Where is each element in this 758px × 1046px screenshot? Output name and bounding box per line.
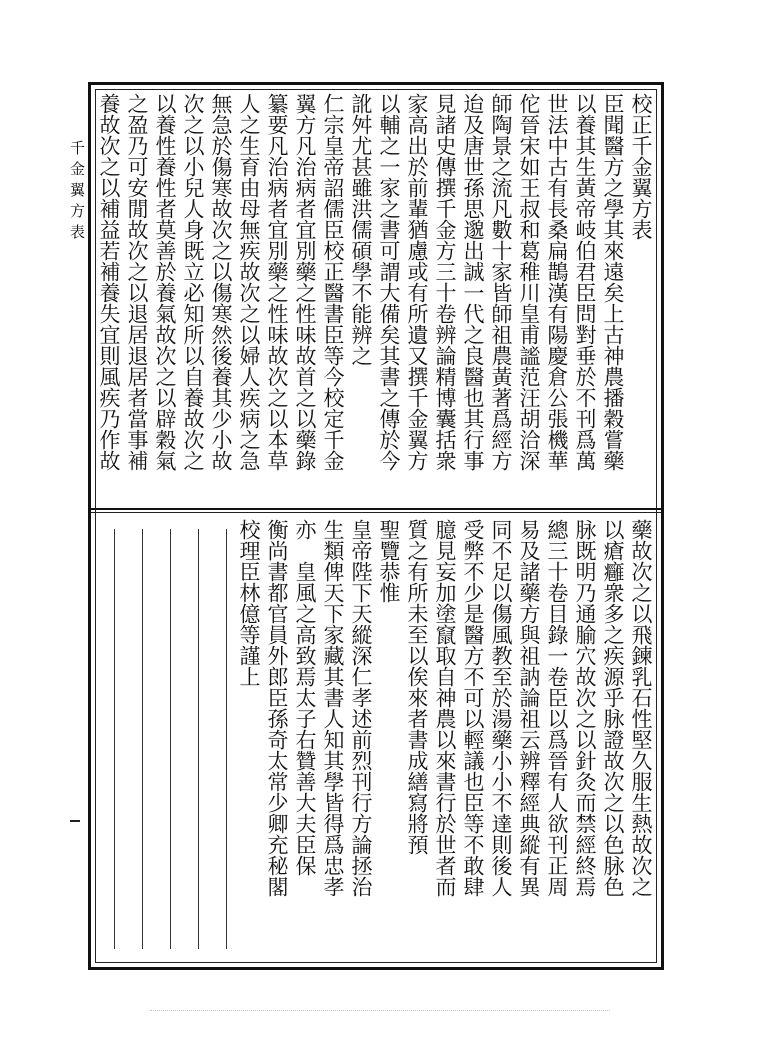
text-column: 訛舛尤甚雖洪儒碩學不能辨之 — [349, 93, 373, 366]
text-column: 纂要凡治病者宜別藥之性味故次之以本草 — [265, 93, 289, 471]
text-column: 佗晉宋如王叔和葛稚川皇甫謐范汪胡洽深 — [517, 93, 541, 471]
empty-column-rule — [185, 529, 213, 949]
text-column: 衡尚書都官員外郎臣孫奇太常少卿充秘閣 — [265, 519, 289, 897]
text-column: 質之有所未至以俟來者書成繕寫將預 — [405, 519, 429, 855]
text-column: 脉既明乃通腧穴故次之以針灸而禁經終焉 — [573, 519, 597, 897]
text-column: 之盈乃可安閒故次之以退居退居者當事補 — [125, 93, 149, 471]
page-side-title: 千金翼方表 — [68, 140, 86, 245]
text-column: 以養其生黃帝岐伯君臣問對垂於不刊爲萬 — [573, 93, 597, 471]
text-column: 見諸史傳撰千金方三十卷辨論精博囊括衆 — [433, 93, 457, 471]
text-column: 校理臣林億等謹上 — [237, 519, 261, 687]
fold-divider — [91, 508, 661, 510]
text-column: 世法中古有長桑扁鵲漢有陽慶倉公張機華 — [545, 93, 569, 471]
text-column: 亦 皇風之高致焉太子右贊善大夫臣保 — [293, 519, 317, 876]
text-column: 皇帝陛下天縱深仁孝述前烈刊行方論拯治 — [349, 519, 373, 897]
text-column: 藥故次之以飛鍊乳石性堅久服生熱故次之 — [629, 519, 653, 897]
text-column: 受弊不少是醫方不可以輕議也臣等不敢肆 — [461, 519, 485, 897]
text-column: 師陶景之流凡數十家皆師祖農黃著爲經方 — [489, 93, 513, 471]
text-column: 養故次之以補益若補養失宜則風疾乃作故 — [97, 93, 121, 471]
text-column: 以瘡癰衆多之疾源乎脉證故次之以色脉色 — [601, 519, 625, 897]
lower-text-columns — [235, 519, 655, 959]
text-column: 生類俾天下家藏其書人知其學皆得爲忠孝 — [321, 519, 345, 897]
margin-tick-mark — [70, 820, 80, 822]
page-frame — [88, 82, 664, 970]
empty-column-rule — [129, 529, 157, 949]
text-column: 以養性養性者莫善於養氣故次之以辟穀氣 — [153, 93, 177, 471]
text-column: 人之生育由母無疾故次之以婦人疾病之急 — [237, 93, 261, 471]
text-column: 次之以小兒人身既立必知所以自養故次之 — [181, 93, 205, 471]
text-column: 易及諸藥方與祖訥論祖云辨釋經典縱有異 — [517, 519, 541, 897]
text-column: 總三十卷目錄一卷臣以爲晉有人欲刊正周 — [545, 519, 569, 897]
text-column: 校正千金翼方表 — [629, 93, 653, 240]
text-column: 家高出於前輩猶慮或有所遺又撰千金翼方 — [405, 93, 429, 471]
text-column: 聖覽恭惟 — [377, 519, 401, 603]
page-foot-mark — [150, 1010, 610, 1017]
lower-half-panel — [91, 519, 661, 959]
text-column: 臆見妄加塗竄取自神農以來書行於世者而 — [433, 519, 457, 897]
text-column: 臣聞醫方之學其來遠矣上古神農播穀嘗藥 — [601, 93, 625, 471]
fold-divider-inner — [91, 512, 661, 513]
text-column: 以輔之一家之書可謂大備矣其書之傳於今 — [377, 93, 401, 471]
upper-text-columns — [95, 93, 655, 504]
text-column: 迨及唐世孫思邈出誠一代之良醫也其行事 — [461, 93, 485, 471]
upper-half-panel — [91, 93, 661, 504]
text-column: 仁宗皇帝詔儒臣校正醫書臣等今校定千金 — [321, 93, 345, 471]
empty-column-rule — [213, 529, 241, 949]
empty-ruled-columns — [101, 529, 241, 949]
empty-column-rule — [101, 529, 129, 949]
empty-column-rule — [157, 529, 185, 949]
text-column: 翼方凡治病者宜別藥之性味故首之以藥錄 — [293, 93, 317, 471]
text-column: 同不足以傷風教至於湯藥小小不達則後人 — [489, 519, 513, 897]
text-column: 無急於傷寒故次之以傷寒然後養其少小故 — [209, 93, 233, 471]
